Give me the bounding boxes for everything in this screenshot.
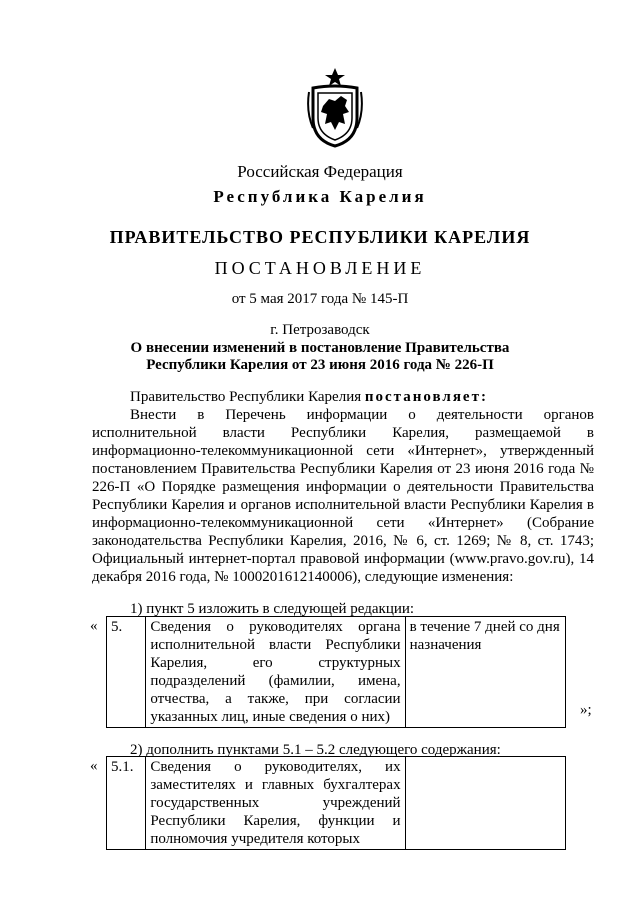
republic-title: Республика Карелия bbox=[213, 187, 427, 206]
document-type: ПОСТАНОВЛЕНИЕ bbox=[214, 258, 426, 278]
table1-term-cell: в течение 7 дней со дня назначения bbox=[405, 617, 565, 728]
table1-open-quote: « bbox=[90, 618, 98, 634]
government-title: ПРАВИТЕЛЬСТВО РЕСПУБЛИКИ КАРЕЛИЯ bbox=[109, 227, 531, 247]
karelia-coat-of-arms-icon bbox=[305, 66, 365, 148]
main-paragraph: Внести в Перечень информации о деятельности органов исполнительной власти Республики Карелия, размещаемой в информационно-телекоммуникационной сети «Интернет», утвержденный постановлением Правительства Республики Карелия от 23 июня 2016 года № 226-П «О Порядке размещения информации о деятельности Правительства Республики Карелия и органов исполнительной власти Республики Карелия в информационно-телекоммуникационной сети «Интернет» (Собрание законодательства Республики Карелия, 2016, № 6, ст. 1269; № 8, ст. 1743; Официальный интернет-портал правовой информации (www.pravo.gov.ru), 14 декабря 2016 года, № 1000201612140006), следующие изменения: bbox=[92, 407, 594, 585]
table2-desc-cell: Сведения о руководителях, их заместителях и главных бухгалтерах государственных учреждений Республики Карелия, функции и полномочия учредителя которых bbox=[146, 757, 405, 850]
subject-line-1: О внесении изменений в постановление Правительства bbox=[130, 340, 510, 356]
table-row bbox=[107, 757, 566, 850]
document-subject bbox=[0, 340, 640, 374]
table-point-5 bbox=[106, 616, 566, 728]
table-row bbox=[107, 617, 566, 728]
intro-paragraph bbox=[92, 388, 632, 406]
document-date: от 5 мая 2017 года № 145-П bbox=[231, 291, 409, 307]
decree-word: постановляет: bbox=[364, 389, 488, 405]
item-2-text: 2) дополнить пунктами 5.1 – 5.2 следующего содержания: bbox=[130, 742, 501, 758]
subject-line-2: Республики Карелия от 23 июня 2016 года № 226-П bbox=[146, 357, 494, 373]
document-city: г. Петрозаводск bbox=[270, 322, 370, 338]
table1-num-cell: 5. bbox=[107, 617, 146, 728]
table2-term-cell bbox=[405, 757, 565, 850]
table1-close-quote: »; bbox=[580, 702, 592, 718]
table2-open-quote: « bbox=[90, 758, 98, 774]
table2-num-cell: 5.1. bbox=[107, 757, 146, 850]
item-1-text: 1) пункт 5 изложить в следующей редакции: bbox=[130, 601, 415, 617]
federation-title: Российская Федерация bbox=[237, 162, 403, 181]
table1-desc-cell: Сведения о руководителях органа исполнительной власти Республики Карелия, его структурных подразделений (фамилии, имена, отчества, а также, при согласии указанных лиц, иные сведения о них) bbox=[146, 617, 405, 728]
intro-prefix: Правительство Республики Карелия bbox=[130, 389, 365, 405]
table-point-5-1 bbox=[106, 756, 566, 850]
